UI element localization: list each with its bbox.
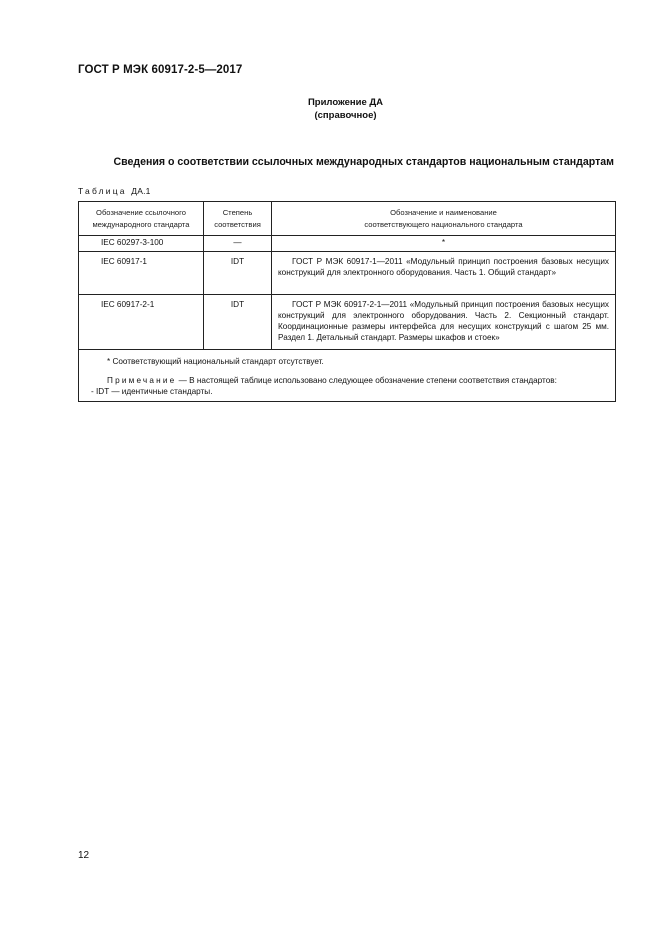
degree-cell: — [204, 236, 272, 252]
annex-title: Приложение ДА [307, 97, 384, 108]
correspondence-table [78, 201, 616, 402]
column-header-line: Обозначение ссылочного [96, 207, 186, 217]
table-row [79, 236, 616, 252]
column-header-line: Степень [222, 207, 253, 217]
note-item: - IDT — идентичные стандарты. [91, 387, 213, 396]
table-row [79, 252, 616, 295]
intl-standard-cell: IEC 60297-3-100 [79, 236, 204, 252]
column-header-degree [204, 202, 272, 236]
national-standard-cell [272, 252, 616, 295]
note-text: — В настоящей таблице использовано следующее обозначение степени соответствия стандартов: [178, 376, 557, 385]
table-footer-row [79, 350, 616, 402]
note-label: Примечание [107, 376, 177, 385]
column-header-line: соответствия [214, 219, 261, 229]
degree-cell: IDT [204, 252, 272, 295]
note [85, 375, 609, 386]
section-title: Сведения о соответствии ссылочных международных стандартов национальным стандартам [113, 156, 614, 168]
annex-subtitle: (справочное) [314, 110, 377, 121]
column-header-line: Обозначение и наименование [390, 207, 497, 217]
document-designation: ГОСТ Р МЭК 60917-2-5—2017 [78, 64, 243, 76]
footnote: * Соответствующий национальный стандарт отсутствует. [107, 357, 324, 366]
annex-heading [0, 96, 661, 122]
table-caption [78, 186, 151, 196]
national-standard-cell: * [272, 236, 616, 252]
national-standard-text: ГОСТ Р МЭК 60917-1—2011 «Модульный принцип построения базовых несущих конструкций для электронного оборудования. Часть 1. Общий стандарт» [278, 257, 609, 277]
national-standard-cell [272, 295, 616, 350]
table-footer [79, 350, 616, 402]
column-header-intl-standard [79, 202, 204, 236]
table-header-row [79, 202, 616, 236]
intl-standard-cell: IEC 60917-1 [79, 252, 204, 295]
column-header-line: соответствующего национального стандарта [364, 219, 523, 229]
table-caption-number: ДА.1 [131, 186, 151, 196]
column-header-national-standard [272, 202, 616, 236]
degree-cell: IDT [204, 295, 272, 350]
table-row [79, 295, 616, 350]
page-number: 12 [78, 850, 90, 861]
intl-standard-cell: IEC 60917-2-1 [79, 295, 204, 350]
column-header-line: международного стандарта [92, 219, 190, 229]
table-caption-label: Таблица [78, 186, 127, 196]
national-standard-text: ГОСТ Р МЭК 60917-2-1—2011 «Модульный принцип построения базовых несущих конструкций для электронного оборудования. Часть 2. Секционный стандарт. Координационные размеры интерфейса для несущих конструкций с шагом 25 мм. Раздел 1. Детальный стандарт. Размеры шкафов и стоек» [278, 300, 609, 342]
